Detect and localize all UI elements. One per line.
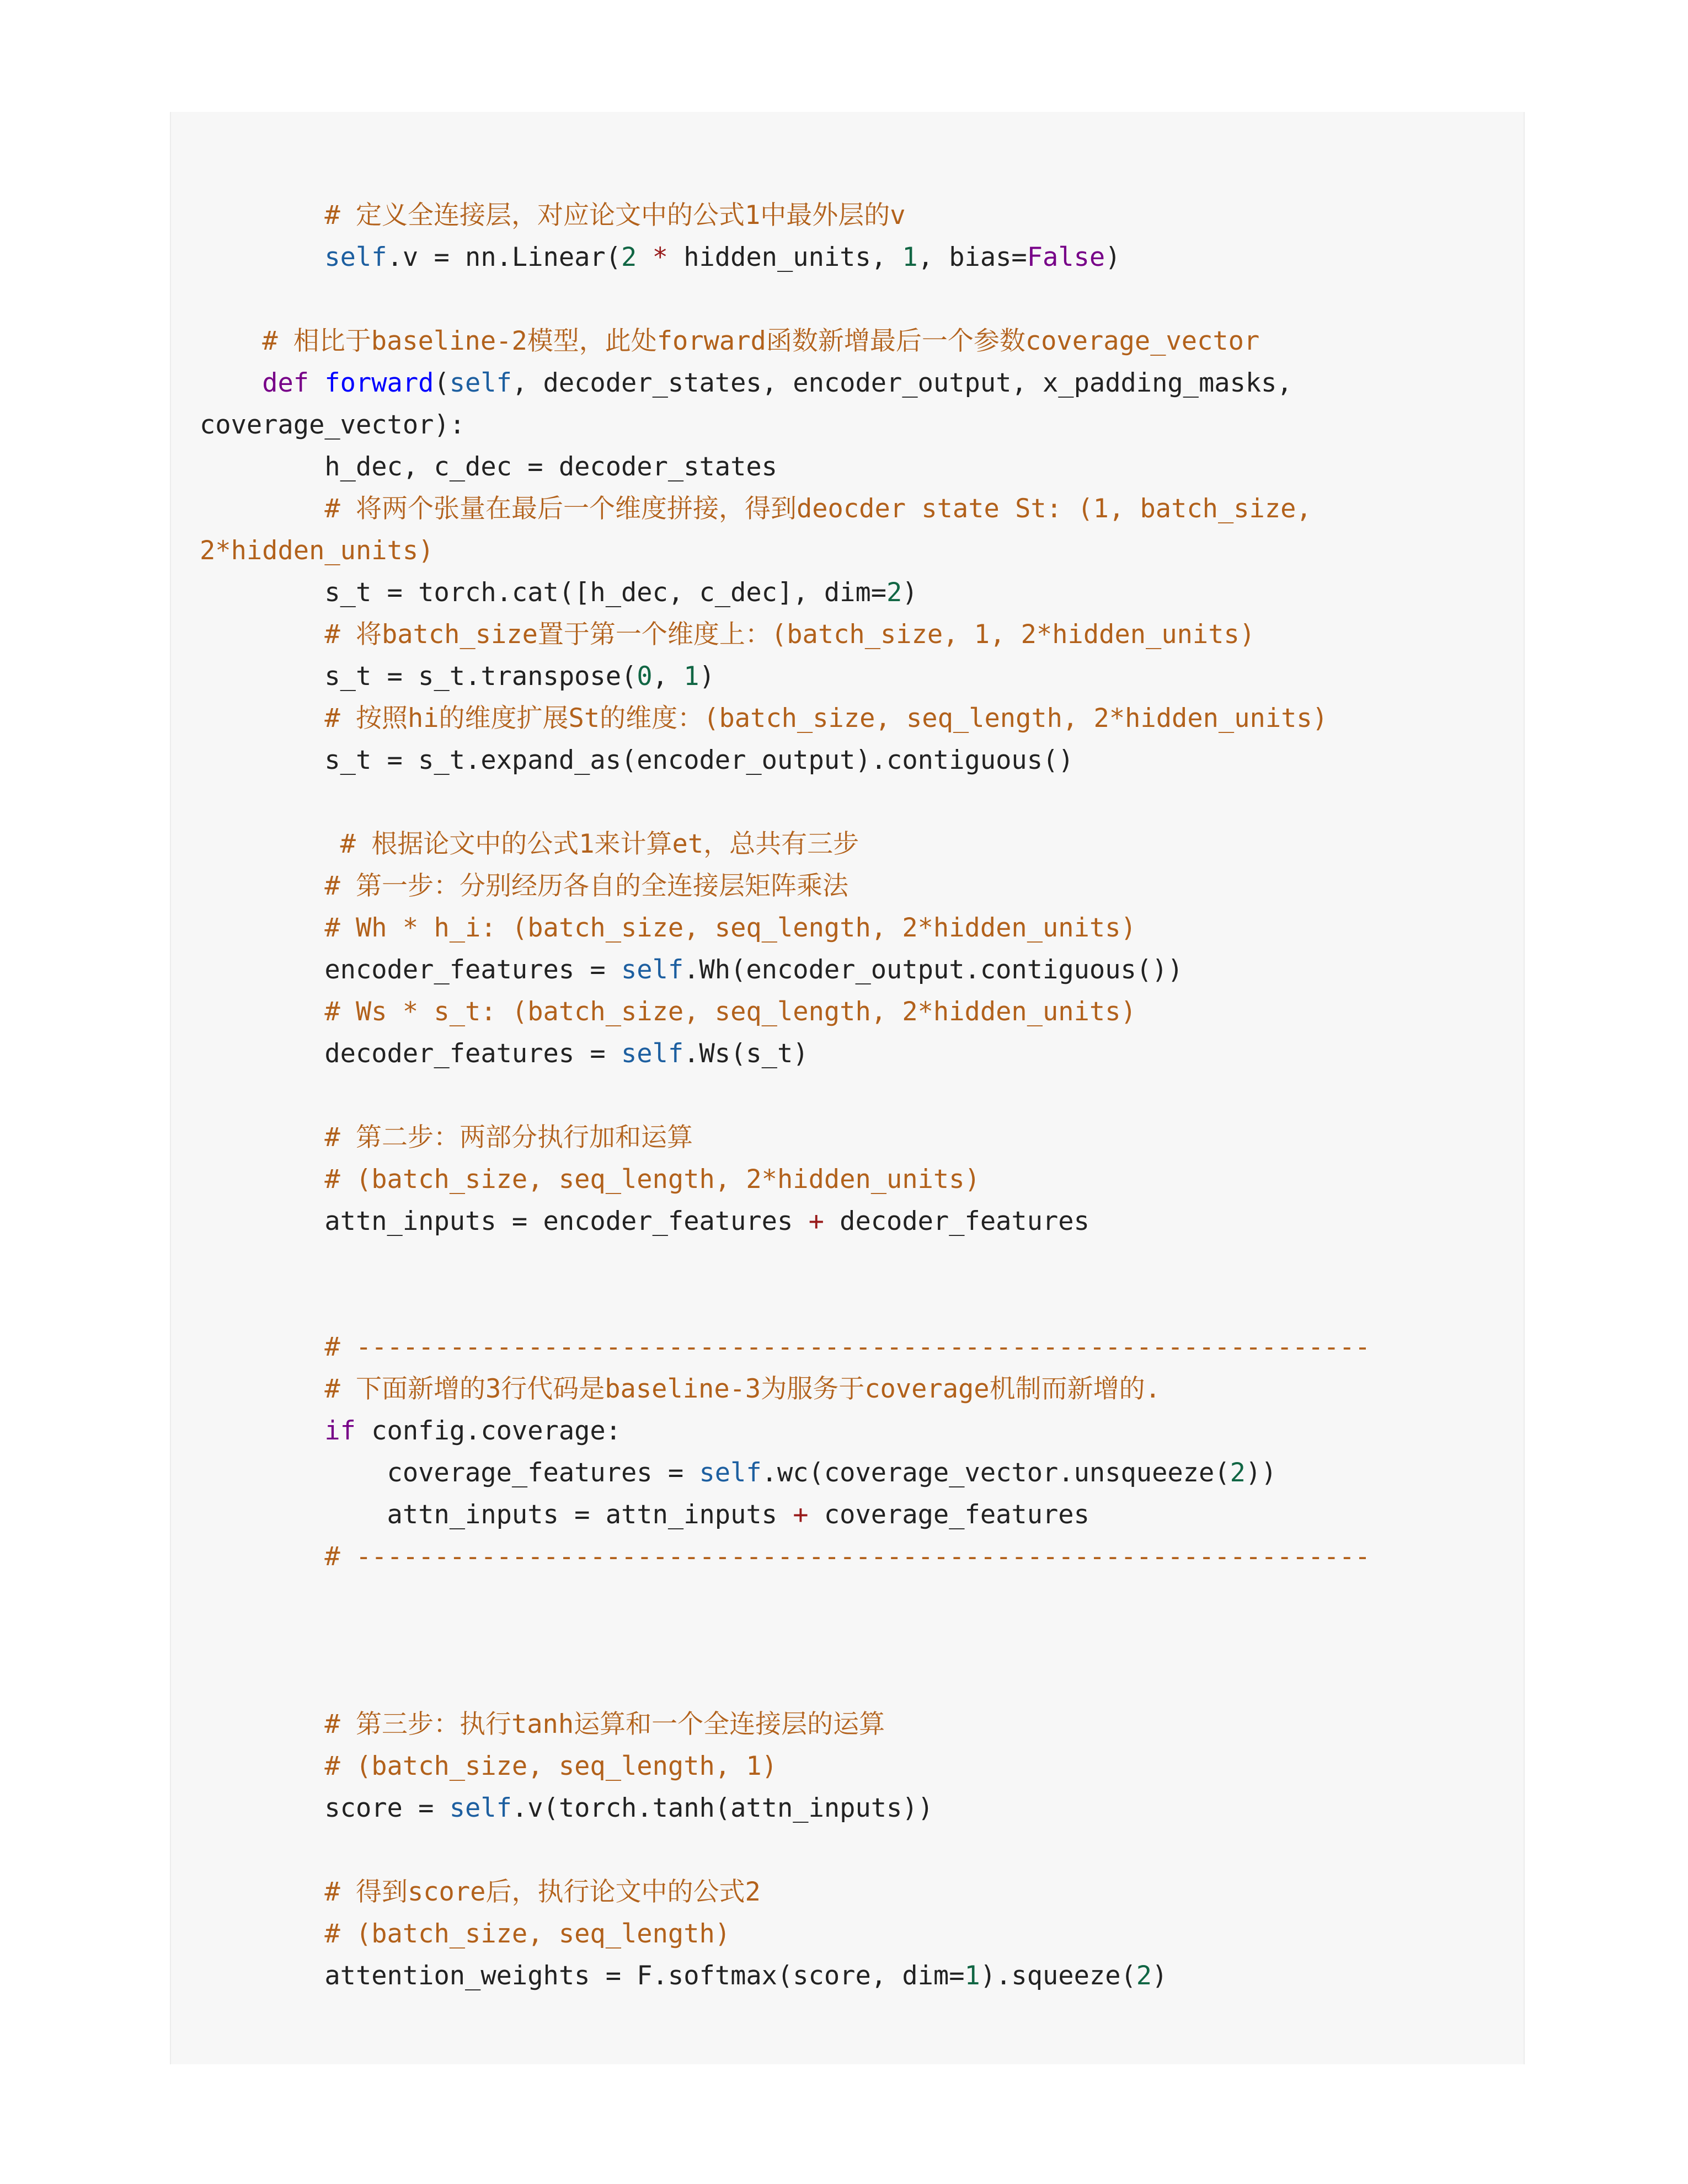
code-token: .Ws(s_t) [683,1039,809,1069]
code-line [200,1787,1370,1829]
code-line [200,1033,1370,1075]
code-line [200,1913,1370,1955]
code-token: .wc(coverage_vector.unsqueeze( [761,1458,1230,1488]
code-line [200,362,1370,404]
code-line [200,781,1370,823]
code-token: , bias= [917,242,1027,272]
code-token [200,619,324,650]
code-token-comment: # ----------------------------------------------------------------- [324,1541,1371,1572]
code-token-num: 2 [621,242,637,272]
code-token [200,1877,324,1907]
code-token: ) [902,577,918,608]
code-line [200,656,1370,698]
code-token: attn_inputs = attn_inputs [200,1500,793,1530]
code-token-num: 2 [1136,1961,1152,1991]
code-token-op: + [793,1500,809,1530]
code-token-num: 2 [1230,1458,1246,1488]
code-token: )) [1245,1458,1277,1488]
code-token [200,1122,324,1153]
code-token [200,997,324,1027]
code-token: ) [1152,1961,1168,1991]
code-line [200,698,1370,740]
code-token-self: self [621,1039,684,1069]
code-token [200,703,324,734]
code-token-comment: # 得到score后，执行论文中的公式2 [324,1877,761,1907]
code-token-comment: # 根据论文中的公式1来计算et，总共有三步 [340,829,859,859]
code-token-op: * [652,242,668,272]
code-line [200,1829,1370,1871]
code-token-kw: False [1027,242,1105,272]
code-token: .v = nn.Linear( [387,242,622,272]
code-line [200,1494,1370,1536]
code-line [200,1159,1370,1201]
code-line [200,614,1370,656]
code-block [170,112,1525,2064]
code-line [200,1117,1370,1159]
code-token: hidden_units, [667,242,902,272]
code-token [200,242,324,272]
code-token: encoder_features = [200,955,622,985]
code-line [200,1871,1370,1913]
code-line [200,1284,1370,1326]
code-token-op: + [808,1206,824,1236]
code-token-comment: # Wh * h_i: (batch_size, seq_length, 2*hidden_units) [324,913,1136,943]
code-token: .v(torch.tanh(attn_inputs)) [511,1793,933,1823]
code-line [200,279,1370,320]
code-token-comment: # 第一步：分别经历各自的全连接层矩阵乘法 [324,871,848,901]
code-line [200,1536,1370,1578]
code-line [200,1243,1370,1284]
code-line [200,1704,1370,1746]
code-token: , decoder_states, encoder_output, x_padding_masks, [511,368,1292,398]
code-line [200,991,1370,1033]
code-line [200,1452,1370,1494]
code-line [200,1620,1370,1662]
code-line [200,740,1370,781]
code-token: coverage_features = [200,1458,699,1488]
code-line [200,907,1370,949]
code-token [200,368,262,398]
code-token-num: 1 [683,661,699,692]
code-token [200,1416,324,1446]
code-token-num: 1 [902,242,918,272]
code-token [200,1751,324,1781]
code-token-comment: # ----------------------------------------------------------------- [324,1332,1371,1362]
code-token: coverage_vector): [200,410,466,440]
code-token-comment: # 第三步：执行tanh运算和一个全连接层的运算 [324,1709,885,1739]
code-token-num: 2 [886,577,902,608]
code-token: ).squeeze( [980,1961,1136,1991]
code-token: ) [1105,242,1121,272]
code-token-comment: 2*hidden_units) [200,536,434,566]
code-token [200,829,340,859]
code-line [200,1410,1370,1452]
code-token: attn_inputs = encoder_features [200,1206,809,1236]
code-token: s_t = torch.cat([h_dec, c_dec], dim= [200,577,887,608]
code-line [200,949,1370,991]
code-token: s_t = s_t.expand_as(encoder_output).contiguous() [200,745,1074,775]
code-line [200,530,1370,572]
code-token [200,494,324,524]
code-token-comment: # 将batch_size置于第一个维度上：(batch_size, 1, 2*hidden_units) [324,619,1256,650]
code-token [200,1541,324,1572]
code-token: s_t = s_t.transpose( [200,661,637,692]
code-line [200,488,1370,530]
code-token [200,326,262,356]
code-token-num: 1 [964,1961,980,1991]
code-token-comment: # 将两个张量在最后一个维度拼接，得到deocder state St: (1, batch_size, [324,494,1312,524]
code-token: coverage_features [808,1500,1089,1530]
code-token: score = [200,1793,450,1823]
code-token-comment: # (batch_size, seq_length, 1) [324,1751,777,1781]
code-line [200,1746,1370,1787]
code-token [200,1332,324,1362]
code-line [200,1326,1370,1368]
code-lines [200,195,1370,1997]
code-token-self: self [449,1793,512,1823]
code-line [200,446,1370,488]
code-token-comment: # (batch_size, seq_length, 2*hidden_units) [324,1164,980,1195]
code-token-kw: if [324,1416,356,1446]
code-token-self: self [449,368,512,398]
code-token: attention_weights = F.softmax(score, dim= [200,1961,965,1991]
code-token: config.coverage: [355,1416,622,1446]
code-line [200,1578,1370,1620]
code-token [200,1709,324,1739]
code-token-comment: # Ws * s_t: (batch_size, seq_length, 2*hidden_units) [324,997,1136,1027]
code-token: , [652,661,684,692]
code-line [200,572,1370,614]
code-token-comment: # 第二步：两部分执行加和运算 [324,1122,693,1153]
code-token: .Wh(encoder_output.contiguous()) [683,955,1183,985]
code-token [200,1374,324,1404]
code-token: ( [434,368,450,398]
code-token-def: forward [324,368,434,398]
code-token: ) [699,661,715,692]
code-token-self: self [324,242,387,272]
code-token [637,242,652,272]
code-token [200,1919,324,1949]
code-line [200,195,1370,237]
code-line [200,1955,1370,1997]
code-token [309,368,324,398]
code-token-self: self [699,1458,762,1488]
code-line [200,1662,1370,1704]
code-line [200,1075,1370,1117]
code-token-comment: # 下面新增的3行代码是baseline-3为服务于coverage机制而新增的. [324,1374,1161,1404]
code-token [200,913,324,943]
code-token-kw: def [262,368,309,398]
code-token-num: 0 [637,661,653,692]
code-token [200,871,324,901]
code-line [200,823,1370,865]
code-line [200,865,1370,907]
code-line [200,1368,1370,1410]
code-line [200,404,1370,446]
code-line [200,237,1370,279]
code-token [200,1164,324,1195]
code-token: decoder_features = [200,1039,622,1069]
code-token: decoder_features [824,1206,1089,1236]
code-line [200,320,1370,362]
code-token-comment: # (batch_size, seq_length) [324,1919,731,1949]
code-token-comment: # 按照hi的维度扩展St的维度：(batch_size, seq_length, 2*hidden_units) [324,703,1328,734]
code-token: h_dec, c_dec = decoder_states [200,452,777,482]
code-token-comment: # 定义全连接层，对应论文中的公式1中最外层的v [324,200,906,231]
code-line [200,1201,1370,1243]
code-token-comment: # 相比于baseline-2模型，此处forward函数新增最后一个参数coverage_vector [262,326,1260,356]
code-token-self: self [621,955,684,985]
code-token [200,200,324,231]
